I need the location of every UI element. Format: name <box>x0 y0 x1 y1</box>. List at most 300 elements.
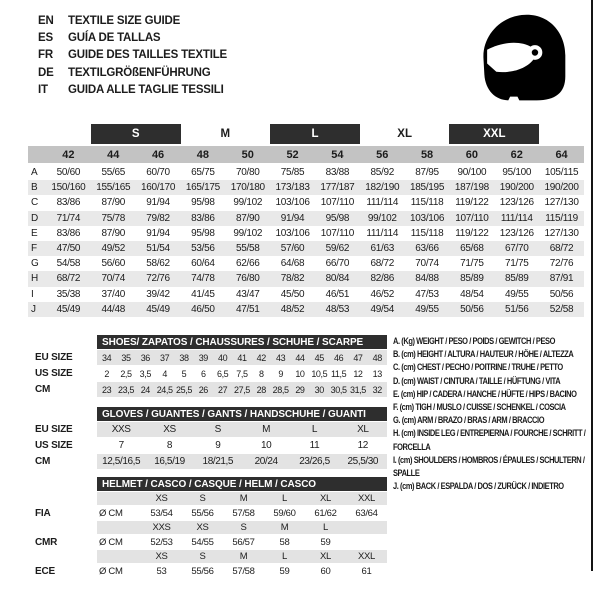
standard-label: FIA <box>35 507 51 519</box>
size-value-cell: 82/86 <box>370 273 394 285</box>
diameter-unit: Ø CM <box>99 507 123 519</box>
row-label: CM <box>35 384 51 395</box>
size-value-cell: 84/88 <box>415 273 439 285</box>
size-group-m: M <box>220 128 231 140</box>
size-header-cell: 56 <box>376 148 389 161</box>
size-value-cell: 71/75 <box>460 258 484 270</box>
size-header-row <box>28 146 584 163</box>
size-value-cell: 87/95 <box>415 167 439 179</box>
language-title: GUIDA ALLE TAGLIE TESSILI <box>68 84 224 97</box>
size-value-cell: 79/82 <box>146 212 170 224</box>
value-cell: 41 <box>237 352 247 363</box>
size-value-cell: 68/72 <box>370 258 394 270</box>
value-cell: 61 <box>361 565 372 577</box>
size-value-cell: 70/74 <box>415 258 439 270</box>
row-label: CM <box>35 456 51 467</box>
size-value-cell: 63/66 <box>415 243 439 255</box>
size-value-cell: 105/115 <box>544 167 579 179</box>
value-cell: 6 <box>201 368 206 379</box>
size-value-cell: 72/76 <box>146 273 170 285</box>
language-row <box>38 82 227 99</box>
legend-item: A. (Kg) WEIGHT / PESO / POIDS / GEWITCH / PESO <box>393 336 556 346</box>
shoes-table <box>35 335 387 397</box>
standard-label: CMR <box>35 536 58 548</box>
value-cell: 39 <box>198 352 208 363</box>
size-value-cell: 83/86 <box>56 197 81 209</box>
sub-data-row <box>35 454 387 469</box>
size-value-cell: 155/165 <box>96 182 131 194</box>
size-value-cell: 173/183 <box>275 182 310 194</box>
size-value-cell: 44/48 <box>101 303 125 315</box>
size-value-cell: 83/88 <box>325 167 350 179</box>
size-value-cell: 47/53 <box>415 288 439 300</box>
size-table-row <box>28 271 584 286</box>
value-cell: 53/54 <box>150 507 173 519</box>
value-cell: 23/26,5 <box>299 456 330 467</box>
value-cell: 2,5 <box>120 368 132 379</box>
size-value-cell: 74/78 <box>191 273 215 285</box>
size-header-cell: 42 <box>62 148 75 161</box>
value-cell: 26 <box>198 384 208 395</box>
size-table-row <box>28 302 584 317</box>
helmet-body <box>35 492 387 578</box>
language-code: EN <box>38 14 54 27</box>
size-value-cell: 55/65 <box>101 167 125 179</box>
value-cell: 12 <box>357 440 368 451</box>
size-label-cell: XXL <box>357 493 376 504</box>
value-cell: L <box>311 424 318 435</box>
shoes-title-row <box>35 335 387 349</box>
shoes-body <box>35 350 387 397</box>
row-label: EU SIZE <box>35 424 73 435</box>
size-value-cell: 111/114 <box>366 197 399 209</box>
value-cell: XXS <box>111 424 131 435</box>
value-cell: 43 <box>276 352 286 363</box>
corner-cell <box>28 146 46 163</box>
size-value-cell: 87/90 <box>235 212 260 224</box>
size-value-cell: 111/114 <box>500 212 533 224</box>
size-value-cell: 160/170 <box>141 182 176 194</box>
size-value-cell: 177/187 <box>320 182 355 194</box>
value-cell: 59/60 <box>273 507 296 519</box>
size-value-cell: 49/54 <box>370 303 394 315</box>
value-cell: 30 <box>314 384 324 395</box>
value-cell: XS <box>163 424 176 435</box>
spacer <box>35 407 97 421</box>
legend-item: I. (cm) SHOULDERS / HOMBROS / ÉPAULES / SCHULTERN / SPALLE <box>393 454 585 479</box>
value-cell: 10,5 <box>311 368 328 379</box>
size-value-cell: 58/62 <box>146 258 170 270</box>
helmet-size-row <box>35 550 387 563</box>
row-values <box>97 350 387 365</box>
value-cell: 6,5 <box>216 368 229 379</box>
language-title: TEXTILGRÖßENFÜHRUNG <box>68 66 211 79</box>
size-value-cell: 80/84 <box>325 273 350 285</box>
size-value-cell: 99/102 <box>233 197 263 209</box>
size-group-s: S <box>91 124 181 144</box>
size-label-cell: S <box>199 551 206 562</box>
value-cell: 47 <box>353 352 363 363</box>
helmet-table <box>35 477 387 578</box>
standard-values <box>97 506 387 520</box>
size-value-cell: 45/50 <box>280 288 305 300</box>
value-cell: 42 <box>256 352 266 363</box>
value-cell: 12 <box>353 368 363 379</box>
value-cell: 27,5 <box>234 384 250 395</box>
legend-item: J. (cm) BACK / ESPALDA / DOS / ZURÜCK / INDIETRO <box>393 481 564 492</box>
textile-size-table <box>28 124 584 317</box>
size-table-row <box>28 195 584 210</box>
standard-values <box>97 535 387 549</box>
size-group-l: L <box>270 124 360 144</box>
size-value-cell: 87/90 <box>101 227 125 239</box>
value-cell: 27 <box>218 384 228 395</box>
size-label-cell: S <box>199 493 206 504</box>
gloves-title-row <box>35 407 387 421</box>
value-cell: 58 <box>279 536 290 548</box>
sub-data-row <box>35 422 387 437</box>
size-value-cell: 43/47 <box>235 288 260 300</box>
legend-item: D. (cm) WAIST / CINTURA / TAILLE / HÜFTUNG / VITA <box>393 375 561 386</box>
value-cell: 10 <box>260 440 272 451</box>
size-header-cell: 58 <box>420 148 434 161</box>
size-label-cell: XL <box>319 493 332 504</box>
value-cell: 11,5 <box>330 368 347 379</box>
size-value-cell: 46/51 <box>325 288 350 300</box>
value-cell: 11 <box>309 440 320 451</box>
size-value-cell: 61/63 <box>370 243 394 255</box>
unit-spacer <box>97 521 141 534</box>
sub-data-row <box>35 350 387 365</box>
size-value-cell: 95/98 <box>325 212 350 224</box>
row-values <box>97 382 387 397</box>
size-value-cell: 78/82 <box>280 273 305 285</box>
row-label: E <box>31 227 38 239</box>
size-value-cell: 59/62 <box>325 243 350 255</box>
value-cell: XL <box>357 424 369 435</box>
size-value-cell: 71/75 <box>504 258 529 270</box>
size-value-cell: 54/58 <box>56 258 81 270</box>
size-label-cell: XS <box>155 551 168 562</box>
value-cell: 48 <box>372 352 382 363</box>
size-value-cell: 95/98 <box>191 197 215 209</box>
helmet-data-row <box>35 535 387 549</box>
size-value-cell: 185/195 <box>410 182 445 194</box>
legend-item: E. (cm) HIP / CADERA / HANCHE / HÜFTE / HIPS / BACINO <box>393 388 577 399</box>
language-title: GUIDE DES TAILLES TEXTILE <box>68 49 227 62</box>
size-value-cell: 115/118 <box>410 227 444 239</box>
legend-item: B. (cm) HEIGHT / ALTURA / HAUTEUR / HÖHE / ALTEZZA <box>393 349 574 360</box>
size-value-cell: 60/70 <box>146 167 170 179</box>
size-value-cell: 76/80 <box>235 273 260 285</box>
size-group-xxl: XXL <box>449 124 539 144</box>
size-label-cell <box>346 521 387 534</box>
size-value-cell: 123/126 <box>499 227 534 239</box>
spacer <box>35 492 97 505</box>
size-value-cell: 103/106 <box>275 197 310 209</box>
unit-spacer <box>97 550 141 563</box>
size-header-cell: 62 <box>510 148 523 161</box>
language-row <box>38 29 227 46</box>
language-row <box>38 47 227 64</box>
value-cell: 37 <box>160 352 170 363</box>
legend-item: G. (cm) ARM / BRAZO / BRAS / ARM / BRACCIO <box>393 415 545 426</box>
helmet-title: HELMET / CASCO / CASQUE / HELM / CASCO <box>97 477 387 491</box>
row-label: J <box>31 303 36 315</box>
size-value-cell: 48/54 <box>460 288 484 300</box>
size-value-cell: 190/200 <box>499 182 534 194</box>
size-label-cell: M <box>239 493 248 504</box>
row-label: G <box>31 258 39 270</box>
value-cell: 56/57 <box>232 536 255 548</box>
legend-item: C. (cm) CHEST / PECHO / POITRINE / TRUHE / PETTO <box>393 362 563 373</box>
size-header-cell: 54 <box>331 148 344 161</box>
value-cell: 12,5/16,5 <box>102 456 141 467</box>
value-cell: 16,5/19 <box>154 456 185 467</box>
spacer <box>35 477 97 491</box>
legend-item: H. (cm) INSIDE LEG / ENTREPIERNA / FOURCHE / SCHRITT / FORCELLA <box>393 428 586 452</box>
value-cell: 25,5 <box>176 384 192 395</box>
size-value-cell: 68/72 <box>549 243 574 255</box>
helmet-title-row <box>35 477 387 491</box>
size-header-cell: 44 <box>107 148 120 161</box>
size-value-cell: 187/198 <box>454 182 489 194</box>
value-cell: 9 <box>215 440 221 451</box>
size-value-cell: 107/110 <box>320 197 355 209</box>
size-value-cell: 150/160 <box>51 182 86 194</box>
row-values <box>97 422 387 437</box>
value-cell: 10 <box>295 368 305 379</box>
size-value-cell: 87/91 <box>549 273 574 285</box>
gloves-table <box>35 407 387 469</box>
size-value-cell: 90/100 <box>457 167 487 179</box>
size-value-cell: 41/45 <box>191 288 215 300</box>
value-cell: 28 <box>256 384 266 395</box>
unit-spacer <box>97 492 141 505</box>
size-value-cell: 127/130 <box>544 227 579 239</box>
size-value-cell: 37/40 <box>101 288 125 300</box>
size-label-cell: L <box>323 522 328 533</box>
standard-values <box>97 564 387 578</box>
size-value-cell: 95/98 <box>191 227 215 239</box>
spacer <box>35 521 97 534</box>
size-table-row <box>28 256 584 271</box>
value-cell: M <box>262 424 271 435</box>
helmet-size-row <box>35 492 387 505</box>
size-value-cell: 50/60 <box>56 167 81 179</box>
row-label: EU SIZE <box>35 352 73 363</box>
size-value-cell: 83/86 <box>56 227 81 239</box>
size-value-cell: 48/53 <box>325 303 350 315</box>
value-cell: 59 <box>279 565 290 577</box>
size-value-cell: 103/106 <box>410 212 445 224</box>
value-cell: 7,5 <box>236 368 248 379</box>
value-cell: S <box>214 424 221 435</box>
size-value-cell: 107/110 <box>455 212 489 224</box>
size-value-cell: 99/102 <box>233 227 263 239</box>
size-value-cell: 66/70 <box>325 258 350 270</box>
size-header-cell: 50 <box>241 148 254 161</box>
size-group-xl: XL <box>397 128 412 140</box>
size-value-cell: 35/38 <box>56 288 81 300</box>
size-value-cell: 85/89 <box>504 273 529 285</box>
value-cell: 54/55 <box>191 536 214 548</box>
divider <box>35 398 387 407</box>
value-cell: 18/21,5 <box>202 456 234 467</box>
size-group-row <box>28 124 584 144</box>
language-title: TEXTILE SIZE GUIDE <box>68 14 181 27</box>
value-cell: 7 <box>118 440 124 451</box>
size-value-cell: 165/175 <box>185 182 220 194</box>
visor-pivot-inner <box>532 49 538 55</box>
row-values <box>97 454 387 469</box>
value-cell: 35 <box>121 352 131 363</box>
size-value-cell: 45/49 <box>146 303 170 315</box>
gloves-title: GLOVES / GUANTES / GANTS / HANDSCHUHE / GUANTI <box>97 407 387 421</box>
size-value-cell: 65/68 <box>460 243 484 255</box>
value-cell: 52/53 <box>150 536 173 548</box>
size-value-cell: 47/50 <box>56 243 81 255</box>
size-label-cell: L <box>282 551 287 562</box>
value-cell: 31,5 <box>349 384 366 395</box>
size-label-cell: XS <box>155 493 168 504</box>
size-value-cell: 115/118 <box>410 197 444 209</box>
size-value-cell: 119/122 <box>455 197 489 209</box>
row-label: C <box>31 197 38 209</box>
size-label-cell: XL <box>319 551 332 562</box>
row-values <box>97 366 387 381</box>
value-cell: 2 <box>104 368 109 379</box>
value-cell: 55/56 <box>191 565 214 577</box>
value-cell: 25,5/30 <box>347 456 379 467</box>
size-label-cell: XXS <box>152 522 171 533</box>
value-cell: 9 <box>278 368 283 379</box>
value-cell: 32 <box>372 384 382 395</box>
language-code: DE <box>38 66 54 79</box>
size-value-cell: 99/102 <box>367 212 397 224</box>
helmet-data-row <box>35 506 387 520</box>
size-value-cell: 190/200 <box>544 182 579 194</box>
size-value-cell: 47/51 <box>235 303 260 315</box>
size-value-cell: 75/78 <box>101 212 125 224</box>
value-cell: 8 <box>166 440 173 451</box>
size-value-cell: 95/100 <box>502 167 532 179</box>
size-label-cell: XXL <box>357 551 376 562</box>
size-value-cell: 53/56 <box>191 243 215 255</box>
size-value-cell: 83/86 <box>191 212 215 224</box>
size-label-cell: L <box>282 493 287 504</box>
value-cell: 55/56 <box>191 507 214 519</box>
size-labels <box>97 521 387 534</box>
row-label: D <box>31 212 38 224</box>
size-value-cell: 57/60 <box>280 243 305 255</box>
value-cell: 5 <box>181 368 187 379</box>
size-label-cell: M <box>280 522 289 533</box>
diameter-unit: Ø CM <box>99 565 123 577</box>
size-labels <box>97 550 387 563</box>
size-value-cell: 123/126 <box>499 197 534 209</box>
spacer <box>35 550 97 563</box>
language-row <box>38 64 227 81</box>
size-value-cell: 71/74 <box>56 212 81 224</box>
size-value-cell: 49/52 <box>101 243 125 255</box>
language-code: ES <box>38 32 53 45</box>
size-value-cell: 72/76 <box>549 258 574 270</box>
helmet-icon <box>477 10 569 106</box>
row-label: F <box>31 243 37 255</box>
sub-data-row <box>35 366 387 381</box>
language-code: IT <box>38 84 48 97</box>
size-table-row <box>28 241 584 256</box>
row-label: I <box>31 288 34 300</box>
size-value-cell: 70/74 <box>101 273 125 285</box>
size-value-cell: 45/49 <box>56 303 81 315</box>
value-cell: 13 <box>372 368 382 379</box>
size-value-cell: 91/94 <box>146 197 170 209</box>
size-value-cell: 75/85 <box>280 167 305 179</box>
size-value-cell: 56/60 <box>101 258 125 270</box>
value-cell: 4 <box>162 368 167 379</box>
value-cell: 57/58 <box>232 565 255 577</box>
size-value-cell: 62/66 <box>235 258 260 270</box>
value-cell <box>346 535 387 549</box>
lower-tables <box>35 335 387 579</box>
value-cell: 45 <box>314 352 324 363</box>
size-label-cell: XS <box>196 522 209 533</box>
size-value-cell: 87/90 <box>101 197 125 209</box>
size-value-cell: 46/50 <box>191 303 215 315</box>
value-cell: 29 <box>295 384 305 395</box>
size-value-cell: 70/80 <box>235 167 260 179</box>
value-cell: 36 <box>140 352 150 363</box>
language-title: GUÍA DE TALLAS <box>68 32 161 45</box>
size-value-cell: 50/56 <box>460 303 484 315</box>
size-value-cell: 49/55 <box>504 288 529 300</box>
value-cell: 44 <box>295 352 305 363</box>
standard-label: ECE <box>35 565 55 577</box>
size-value-cell: 85/89 <box>460 273 484 285</box>
size-header-cell: 64 <box>555 148 568 161</box>
size-table-body <box>28 165 584 317</box>
size-header-cell: 60 <box>465 148 479 161</box>
size-table-row <box>28 180 584 195</box>
size-value-cell: 51/56 <box>504 303 529 315</box>
size-value-cell: 170/180 <box>230 182 265 194</box>
value-cell: 60 <box>320 565 331 577</box>
value-cell: 20/24 <box>254 456 278 467</box>
value-cell: 46 <box>333 352 344 363</box>
size-value-cell: 182/190 <box>365 182 400 194</box>
language-row <box>38 12 227 29</box>
value-cell: 23,5 <box>118 384 134 395</box>
sub-data-row <box>35 382 387 397</box>
size-value-cell: 85/92 <box>370 167 394 179</box>
size-value-cell: 55/58 <box>235 243 260 255</box>
diameter-unit: Ø CM <box>99 536 123 548</box>
value-cell: 57/58 <box>232 507 255 519</box>
size-label-cell: M <box>239 551 248 562</box>
size-value-cell: 46/52 <box>370 288 394 300</box>
size-labels <box>97 492 387 505</box>
size-value-cell: 51/54 <box>146 243 170 255</box>
value-cell: 30,5 <box>330 384 347 395</box>
size-table-row <box>28 211 584 226</box>
value-cell: 53 <box>156 565 167 577</box>
helmet-data-row <box>35 564 387 578</box>
size-value-cell: 115/119 <box>545 212 578 224</box>
size-header-cell: 48 <box>196 148 210 161</box>
size-value-cell: 91/94 <box>146 227 170 239</box>
